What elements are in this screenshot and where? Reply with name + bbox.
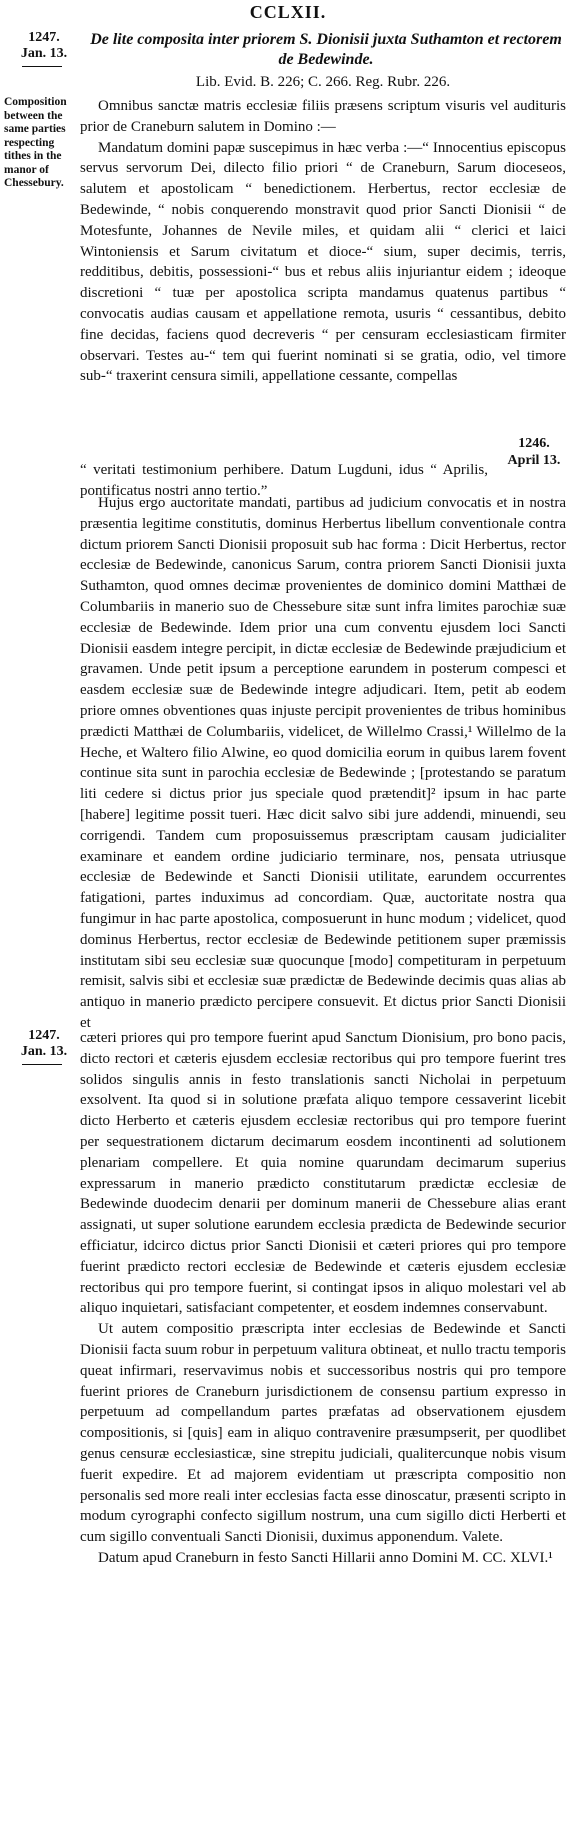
date-day: April 13. [507, 453, 561, 468]
margin-date-top [14, 30, 74, 62]
source-reference: Lib. Evid. B. 226; C. 266. Reg. Rubr. 226. [195, 74, 451, 90]
text-block-composition [80, 1028, 566, 1569]
paragraph: Datum apud Craneburn in festo Sancti Hillarii anno Domini M. CC. XLVI.¹ [98, 1549, 553, 1566]
margin-note: Composition between the same parties respecting tithes in the manor of Chessebury. [4, 96, 67, 189]
chapter-number: CCLXII. [249, 2, 327, 22]
paragraph: cæteri priores qui pro tempore fuerint apud Sanctum Dionisium, pro bono pacis, dicto rectori et cæteris ejusdem ecclesiæ rectoribus qui pro tempore fuerint tres solidos singulis annis in festo translationis sancti Nicholai in perpetuum exsolvent. Ita quod si in solutione præfata aliquo tempore cessaverint licebit dicto Herberto et cæteris ejusdem ecclesiæ rectoribus qui pro tempore fuerint per sequestrationem dictarum decimarum eosdem incontinenti ad solutionem plenariam compellere. Et quia nomine quarundam decimarum superius expressarum in manerio prædicto constitutarum prædictæ ecclesiæ de Bedewinde duodecim denarii per dominum manerii de Chessebure alias erant assignati, ut super solutione earundem ecclesia prædicta de Bedewinde securior efficiatur, idcirco dictus prior Sancti Dionisii et cæteri priores qui pro tempore fuerint prædicto rectori ecclesiæ de Bedewinde et cæteris ejusdem ecclesiæ rectoribus qui pro tempore fuerint, si contingat ipsos in aliquo molestari vel ab aliquo inquietari, satisfaciant competenter, et eosdem indemnes conservabunt. [80, 1030, 566, 1317]
margin-date-middle [496, 435, 572, 469]
date-year: 1246. [518, 436, 550, 451]
paragraph: “ veritati testimonium perhibere. Datum Lugduni, idus “ Aprilis, pontificatus nostri anno tertio.” [80, 462, 488, 499]
date-day: Jan. 13. [20, 1044, 68, 1059]
paragraph: Mandatum domini papæ suscepimus in hæc verba :—“ Innocentius episcopus servus servorum Dei, dilecto filio priori “ de Craneburn, Sarum dioceseos, salutem et apostolicam “ benedictionem. Herbertus, rector ecclesiæ de Bedewinde, “ nobis conquerendo monstravit quod prior Sancti Dionisii “ de Motesfunte, Johannes de Nevile miles, et quidam alii “ clerici et laici Wintoniensis et Sarum civitatum et dioce-“ sium, super decimis, terris, redditibus, debitis, possessioni-“ bus et rebus aliis injuriantur eidem ; ideoque discretioni “ tuæ per apostolica scripta mandamus quatenus partibus “ convocatis audias causam et appellatione remota, usuris “ cessantibus, debito fine decidas, faciens quod decreveris “ per censuram ecclesiasticam firmiter observari. Testes au-“ tem qui fuerint nominati si se gratia, odio, vel timore sub-“ traxerint censura simili, appellatione cessante, compellas [80, 139, 566, 385]
date-day: Jan. 13. [20, 46, 68, 61]
date-divider [22, 1064, 62, 1065]
date-year: 1247. [28, 1028, 60, 1043]
date-year: 1247. [28, 30, 60, 45]
text-block-opening [80, 96, 566, 387]
document-heading: De lite composita inter priorem S. Dionisii juxta Suthamton et rectorem de Bedewinde. [90, 31, 562, 68]
text-block-suit [80, 493, 566, 1034]
paragraph: Ut autem compositio præscripta inter ecclesias de Bedewinde et Sancti Dionisii facta suum robur in perpetuum valitura obtineat, et nullo tractu temporis queat infirmari, reservavimus nobis et successoribus nostris qui pro tempore fuerint priores de Craneburn jurisdictionem de consensu partium expresso in perpetuum ad compellandum partes præfatas ad observationem ejusdem compositionis, si [quis] eam in aliquo contravenire præsumpserit, per quodlibet genus censuræ ecclesiasticæ, sine strepitu judiciali, qualitercunque nobis visum fuerit expedire. Et ad majorem evidentiam ut præscripta compositio non personalis sed more reali inter ecclesias facta esse dinoscatur, præsenti scripto in modum cyrographi confecto sigillum nostrum, una cum sigillo dicti Herberti et cum sigillo conventuali Sancti Dionisii, duximus apponendum. Valete. [80, 1321, 566, 1546]
paragraph: Hujus ergo auctoritate mandati, partibus ad judicium convocatis et in nostra præsentia legitime constitutis, dominus Herbertus libellum conventionale contra dictum priorem Sancti Dionisii proposuit sub hac forma : Dicit Herbertus, rector ecclesiæ de Bedewinde, canonicus Sarum, contra priorem Sancti Dionisii juxta Suthamton, quod omnes decimæ provenientes de dominico domini Matthæi de Columbariis in manerio suo de Chessebure sitæ sunt infra limites parochiæ suæ ecclesiæ de Bedewinde. Idem prior una cum conventu ejusdem loci Sancti Dionisii easdem integre percipit, in dictæ ecclesiæ de Bedewinde præjudicium et gravamen. Unde petit ipsum a perceptione earundem in posterum compesci et easdem ecclesiæ suæ de Bedewinde integre adjudicari. Item, petit ab eodem priore omnes obventiones quas injuste percipit provenientes de tribus hominibus prædicti Matthæi de Columbariis, videlicet, de Willelmo Crassi,¹ Willelmo de la Heche, et Waltero filio Alwine, eo quod domicilia eorum in quibus larem fovent continue sita sunt in parochia ecclesiæ de Bedewinde ; [protestando se paratum liti cedere si dictus prior jus speciale quod prætendit]² ipsum in hac parte [habere] legitime possit tueri. Hæc dicit salvo sibi jure addendi, minuendi, seu corrigendi. Tandem cum proposuissemus præscriptam causam judicialiter examinare et eandem ordine judiciario terminare, nos, pensata utriusque ecclesiæ de Bedewinde et Sancti Dionisii utilitate, earundem occurrentes fatigationi, partes induximus ad concordiam. Quæ, auctoritate nostra qua fungimur in hac parte apostolica, composuerunt in hunc modum ; videlicet, quod dominus Herbertus, rector ecclesiæ de Bedewinde petitionem super præmissis institutam sibi seu ecclesiæ suæ quocunque [modo] competituram in perpetuum remisit, salvis sibi et ecclesiæ suæ prædictæ de Bedewinde decimis quas alias ab antiquo in manerio prædicto percipere consuevit. Et dictus prior Sancti Dionisii et [80, 495, 566, 1031]
paragraph: Omnibus sanctæ matris ecclesiæ filiis præsens scriptum visuris vel audituris prior de Craneburn salutem in Domino :— [80, 98, 566, 135]
date-divider [22, 66, 62, 67]
margin-date-lower [14, 1028, 74, 1060]
